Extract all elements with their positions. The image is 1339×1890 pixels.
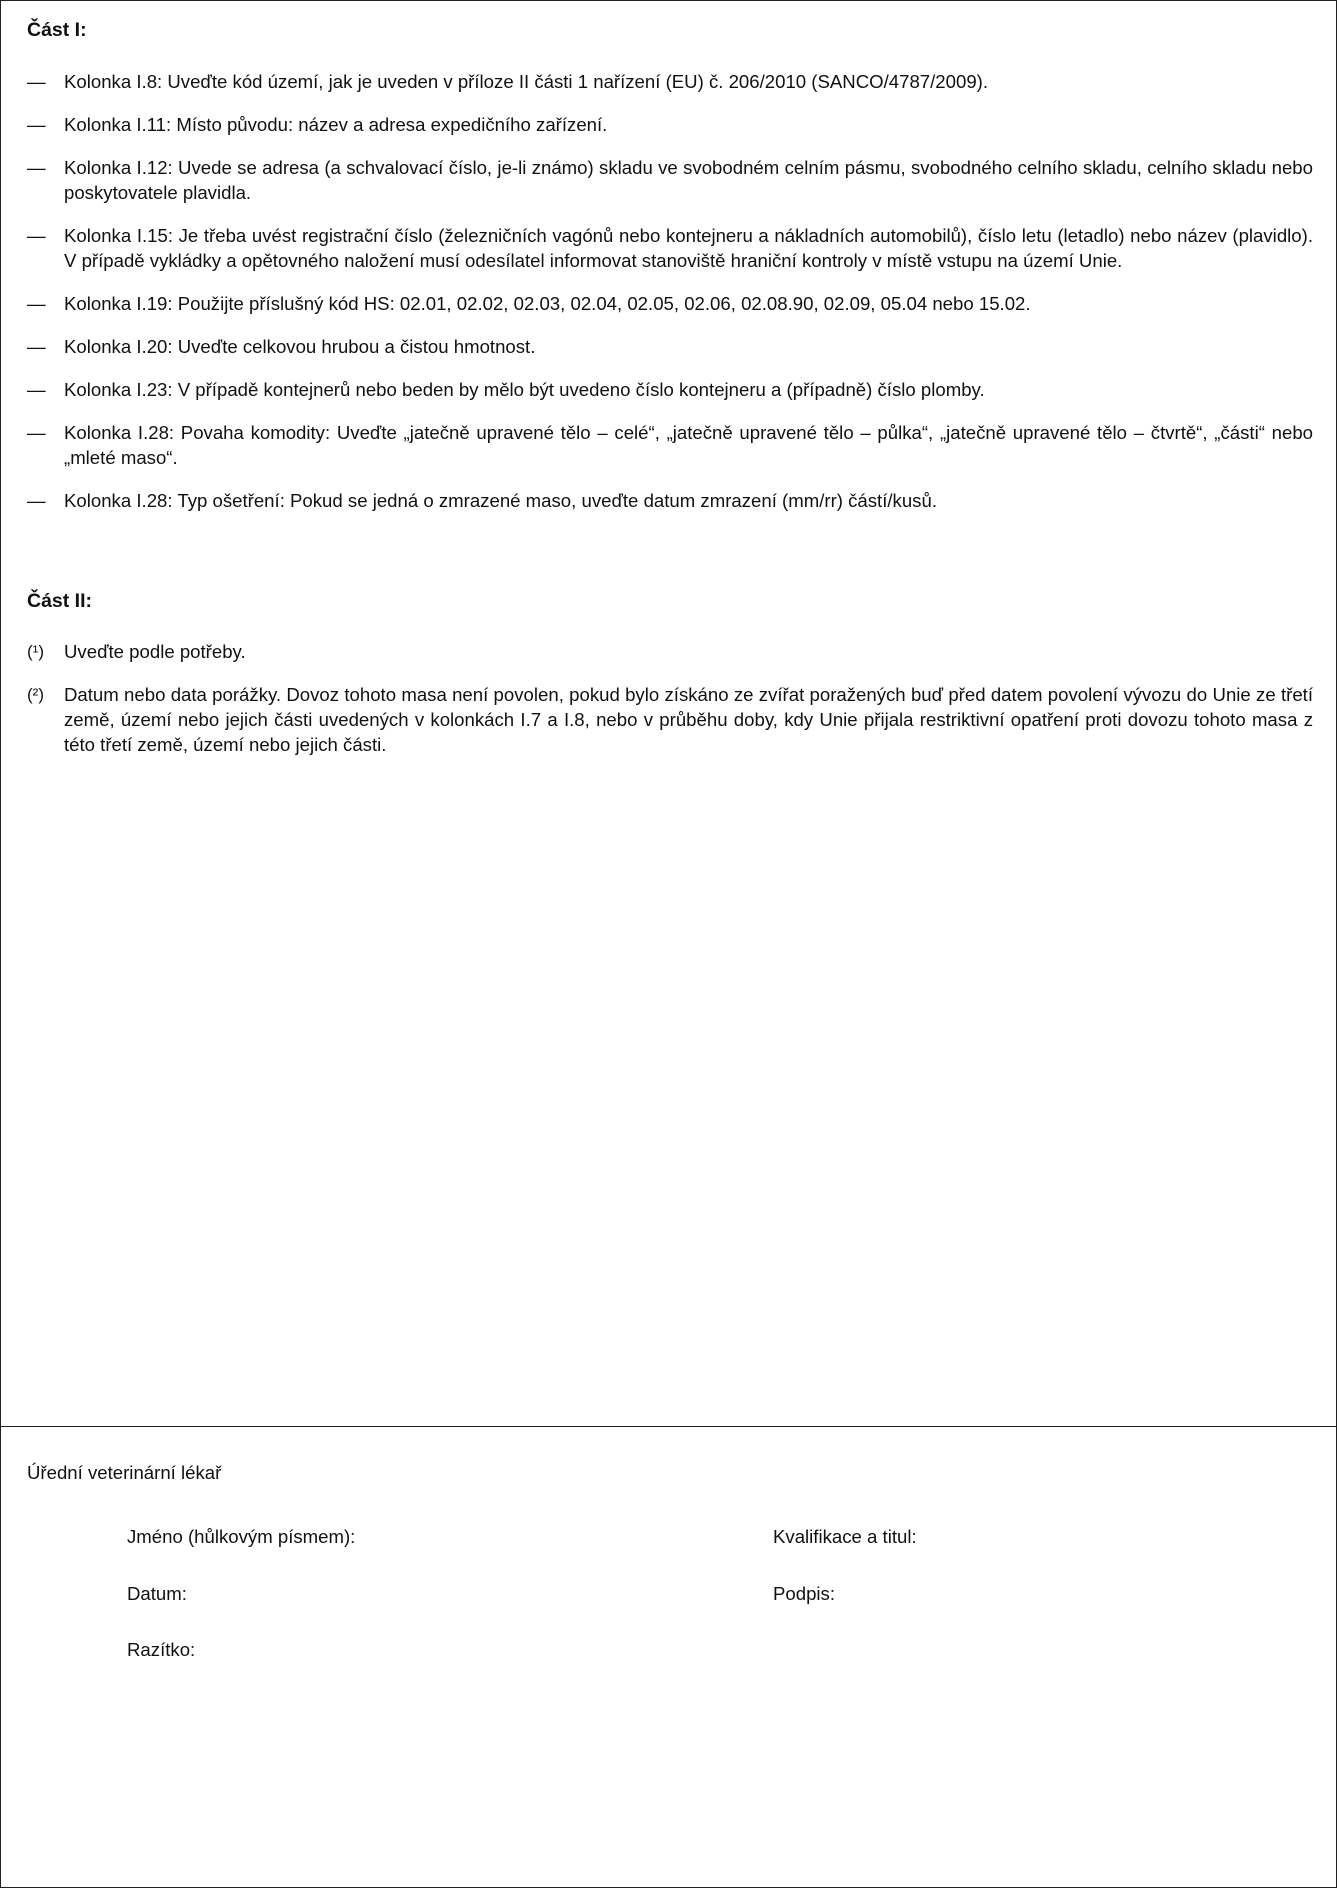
official-vet-title: Úřední veterinární lékař (27, 1462, 222, 1483)
item-text: Kolonka I.12: Uvede se adresa (a schvalovací číslo, je-li známo) skladu ve svobodném celním pásmu, svobodného celního skladu, celního skladu nebo poskytovatele plavidla. (64, 157, 1313, 203)
item-dash: — (27, 379, 46, 400)
notes-section (1, 1, 1336, 1427)
list-item (27, 155, 1313, 205)
name-label: Jméno (hůlkovým písmem): (127, 1526, 356, 1547)
qualification-label: Kvalifikace a titul: (773, 1526, 917, 1547)
item-text: Kolonka I.11: Místo původu: název a adresa expedičního zařízení. (64, 114, 608, 135)
item-dash: — (27, 114, 46, 135)
footnote-marker: (¹) (27, 642, 44, 661)
item-text: Kolonka I.15: Je třeba uvést registrační číslo (železničních vagónů nebo kontejneru a nákladních automobilů), číslo letu (letadlo) nebo název (plavidlo). V případě vykládky a opětovného naložení musí odesílatel informovat stanoviště hraniční kontroly v místě vstupu na území Unie. (64, 225, 1313, 271)
item-dash: — (27, 157, 46, 178)
date-label: Datum: (127, 1583, 187, 1604)
list-item (27, 420, 1313, 470)
stamp-label: Razítko: (127, 1639, 196, 1660)
list-item (27, 377, 1313, 402)
list-item (27, 112, 1313, 137)
item-text: Kolonka I.19: Použijte příslušný kód HS: 02.01, 02.02, 02.03, 02.04, 02.05, 02.06, 02.08.90, 02.09, 05.04 nebo 15.02. (64, 293, 1031, 314)
footnote (27, 682, 1313, 757)
item-text: Kolonka I.28: Povaha komodity: Uveďte „jatečně upravené tělo – celé“, „jatečně upravené tělo – půlka“, „jatečně upravené tělo – čtvrtě“, „části“ nebo „mleté maso“. (64, 422, 1313, 468)
item-text: Kolonka I.28: Typ ošetření: Pokud se jedná o zmrazené maso, uveďte datum zmrazení (mm/rr) částí/kusů. (64, 490, 937, 511)
item-dash: — (27, 336, 46, 357)
part1-list (27, 69, 1313, 531)
list-item (27, 291, 1313, 316)
list-item (27, 488, 1313, 513)
footnote-text: Uveďte podle potřeby. (64, 641, 246, 662)
part2-heading: Část II: (27, 590, 93, 612)
signature-section (1, 1426, 1336, 1889)
list-item (27, 334, 1313, 359)
item-text: Kolonka I.20: Uveďte celkovou hrubou a čistou hmotnost. (64, 336, 536, 357)
item-text: Kolonka I.23: V případě kontejnerů nebo beden by mělo být uvedeno číslo kontejneru a (případně) číslo plomby. (64, 379, 985, 400)
item-text: Kolonka I.8: Uveďte kód území, jak je uveden v příloze II části 1 nařízení (EU) č. 206/2010 (SANCO/4787/2009). (64, 71, 989, 92)
item-dash: — (27, 422, 46, 443)
part2-notes (27, 639, 1313, 775)
footnote-marker: (²) (27, 685, 44, 704)
item-dash: — (27, 71, 46, 92)
item-dash: — (27, 293, 46, 314)
footnote (27, 639, 1313, 664)
footnote-text: Datum nebo data porážky. Dovoz tohoto masa není povolen, pokud bylo získáno ze zvířat poražených buď před datem povolení vývozu do Unie ze třetí země, území nebo jejich části uvedených v kolonkách I.7 a I.8, nebo v průběhu doby, kdy Unie přijala restriktivní opatření proti dovozu tohoto masa z této třetí země, území nebo jejich části. (64, 684, 1313, 755)
item-dash: — (27, 490, 46, 511)
list-item (27, 69, 1313, 94)
signature-label: Podpis: (773, 1583, 836, 1604)
part1-heading: Část I: (27, 19, 87, 41)
item-dash: — (27, 225, 46, 246)
list-item (27, 223, 1313, 273)
